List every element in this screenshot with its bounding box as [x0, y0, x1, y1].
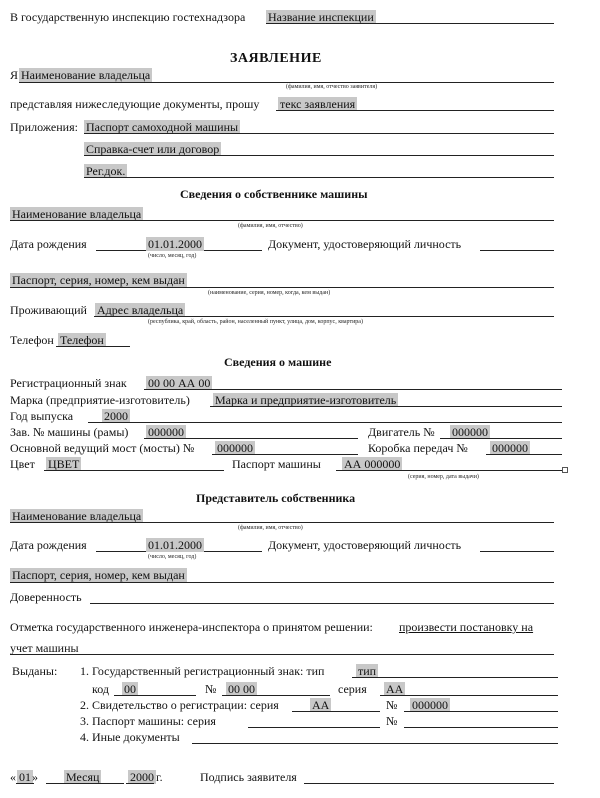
- footer-day-field[interactable]: 01: [19, 770, 31, 784]
- checkbox-marker[interactable]: [562, 467, 568, 473]
- axle-field[interactable]: 000000: [217, 441, 253, 455]
- year-label: Год выпуска: [10, 409, 74, 423]
- footer-year-suffix: г.: [156, 770, 163, 784]
- rep-dob-caption: (число, месяц, год): [148, 554, 197, 560]
- rep-name-field[interactable]: Наименование владельца: [12, 509, 142, 523]
- owner-passport-line: [10, 287, 554, 288]
- attachment-line: [84, 155, 554, 156]
- machine-passport-caption: (серия, номер, дата выдачи): [408, 474, 479, 480]
- plate-series-line: [380, 695, 558, 696]
- footer-year-field[interactable]: 2000: [130, 770, 154, 784]
- issued-line2: 2. Свидетельство о регистрации: серия: [80, 698, 279, 712]
- attachments-label: Приложения:: [10, 120, 78, 134]
- applicant-name-field[interactable]: Наименование владельца: [21, 68, 151, 82]
- owner-name-caption: (фамилия, имя, отчество): [238, 223, 303, 229]
- attachment-line: [84, 133, 554, 134]
- reg-field[interactable]: 00 00 АА 00: [148, 376, 211, 390]
- reg-line: [144, 389, 562, 390]
- attachment-line: [84, 177, 554, 178]
- frame-label: Зав. № машины (рамы): [10, 425, 129, 439]
- rep-doc-line: [480, 551, 554, 552]
- axle-label: Основной ведущий мост (мосты) №: [10, 441, 195, 455]
- applicant-prefix: Я: [10, 68, 19, 82]
- footer-day-open: «: [10, 770, 16, 784]
- plate-series-field[interactable]: АА: [386, 682, 404, 696]
- inspector-decision-cont[interactable]: учет машины: [10, 641, 79, 655]
- inspector-label: Отметка государственного инженера-инспектора о принятом решении:: [10, 620, 373, 634]
- engine-label: Двигатель №: [368, 425, 435, 439]
- engine-field[interactable]: 000000: [452, 425, 488, 439]
- attachment-item[interactable]: Паспорт самоходной машины: [86, 120, 239, 134]
- gearbox-field[interactable]: 000000: [492, 441, 528, 455]
- rep-passport-line: [10, 582, 554, 583]
- pass-series-line: [248, 727, 380, 728]
- make-field[interactable]: Марка и предприятие-изготовитель: [215, 393, 397, 407]
- plate-no-field[interactable]: 00 00: [228, 682, 255, 696]
- owner-dob-caption: (число, месяц, год): [148, 253, 197, 259]
- cert-no-label: №: [386, 698, 398, 712]
- owner-dob-field[interactable]: 01.01.2000: [148, 237, 202, 251]
- proxy-line: [90, 603, 554, 604]
- cert-no-line: [404, 711, 558, 712]
- inspection-line: [266, 23, 554, 24]
- proxy-label: Доверенность: [10, 590, 82, 604]
- frame-field[interactable]: 000000: [148, 425, 184, 439]
- rep-passport-field[interactable]: Паспорт, серия, номер, кем выдан: [12, 568, 185, 582]
- reg-label: Регистрационный знак: [10, 376, 127, 390]
- inspector-decision[interactable]: произвести постановку на: [399, 620, 534, 634]
- footer-year-line: [126, 783, 154, 784]
- code-line: [114, 695, 196, 696]
- make-label: Марка (предприятие-изготовитель): [10, 393, 190, 407]
- phone-label: Телефон: [10, 333, 54, 347]
- machine-heading: Сведения о машине: [224, 355, 332, 369]
- issued-line1: 1. Государственный регистрационный знак: тип: [80, 664, 325, 678]
- owner-address-field[interactable]: Адрес владельца: [97, 303, 184, 317]
- year-field[interactable]: 2000: [104, 409, 128, 423]
- rep-dob-field[interactable]: 01.01.2000: [148, 538, 202, 552]
- signature-label: Подпись заявителя: [200, 770, 297, 784]
- request-prefix: представляя нижеследующие документы, прошу: [10, 97, 260, 111]
- make-line: [210, 406, 562, 407]
- footer-month-field[interactable]: Месяц: [66, 770, 100, 784]
- cert-series-line: [292, 711, 380, 712]
- color-line: [44, 470, 224, 471]
- footer-month-line: [46, 783, 124, 784]
- owner-passport-caption: (наименование, серия, номер, когда, кем выдан): [208, 290, 331, 296]
- engine-line: [440, 438, 562, 439]
- pass-no-line: [404, 727, 558, 728]
- owner-name-line: [10, 220, 554, 221]
- other-docs-line: [192, 743, 558, 744]
- page-title: ЗАЯВЛЕНИЕ: [230, 51, 322, 66]
- issued-line4: 4. Иные документы: [80, 730, 180, 744]
- owner-passport-field[interactable]: Паспорт, серия, номер, кем выдан: [12, 273, 185, 287]
- gearbox-label: Коробка передач №: [368, 441, 468, 455]
- inspection-field[interactable]: Название инспекции: [268, 10, 374, 24]
- applicant-line: [19, 82, 554, 83]
- gearbox-line: [486, 454, 562, 455]
- owner-address-line: [94, 316, 554, 317]
- rep-dob-label: Дата рождения: [10, 538, 87, 552]
- plate-series-label: серия: [338, 682, 367, 696]
- issued-label: Выданы:: [12, 664, 58, 678]
- rep-name-caption: (фамилия, имя, отчество): [238, 525, 303, 531]
- issued-line3: 3. Паспорт машины: серия: [80, 714, 216, 728]
- applicant-caption: (фамилия, имя, отчество заявителя): [286, 84, 378, 90]
- rep-doc-label: Документ, удостоверяющий личность: [268, 538, 462, 552]
- residing-label: Проживающий: [10, 303, 87, 317]
- owner-phone-line: [56, 346, 130, 347]
- owner-doc-label: Документ, удостоверяющий личность: [268, 237, 462, 251]
- owner-phone-field[interactable]: Телефон: [60, 333, 104, 347]
- attachment-item[interactable]: Рег.док.: [86, 164, 126, 178]
- owner-heading: Сведения о собственнике машины: [180, 187, 368, 201]
- code-field[interactable]: 00: [124, 682, 136, 696]
- inspector-line: [10, 654, 554, 655]
- attachment-item[interactable]: Справка-счет или договор: [86, 142, 220, 156]
- rep-name-line: [10, 522, 554, 523]
- owner-address-caption: (республика, край, область, район, населенный пункт, улица, дом, корпус, квартира): [148, 319, 363, 325]
- code-label: код: [92, 682, 109, 696]
- plate-no-line: [222, 695, 330, 696]
- color-field[interactable]: ЦВЕТ: [48, 457, 80, 471]
- machine-passport-field[interactable]: АА 000000: [344, 457, 401, 471]
- header-prefix: В государственную инспекцию гостехнадзора: [10, 10, 246, 24]
- signature-line: [304, 783, 554, 784]
- plate-type-field[interactable]: тип: [358, 664, 377, 678]
- footer-day-close: »: [32, 770, 38, 784]
- footer-day-line: [16, 783, 34, 784]
- request-field[interactable]: текс заявления: [280, 97, 356, 111]
- plate-no-label: №: [205, 682, 217, 696]
- year-line: [88, 422, 562, 423]
- cert-series-field[interactable]: АА: [312, 698, 330, 712]
- axle-line: [212, 454, 358, 455]
- color-label: Цвет: [10, 457, 35, 471]
- representative-heading: Представитель собственника: [196, 491, 356, 505]
- machine-passport-line: [336, 470, 562, 471]
- owner-doc-line: [480, 250, 554, 251]
- plate-type-line: [352, 677, 558, 678]
- owner-dob-label: Дата рождения: [10, 237, 87, 251]
- pass-no-label: №: [386, 714, 398, 728]
- frame-line: [144, 438, 358, 439]
- owner-name-field[interactable]: Наименование владельца: [12, 207, 142, 221]
- machine-passport-label: Паспорт машины: [232, 457, 321, 471]
- cert-no-field[interactable]: 000000: [412, 698, 448, 712]
- request-line: [276, 110, 554, 111]
